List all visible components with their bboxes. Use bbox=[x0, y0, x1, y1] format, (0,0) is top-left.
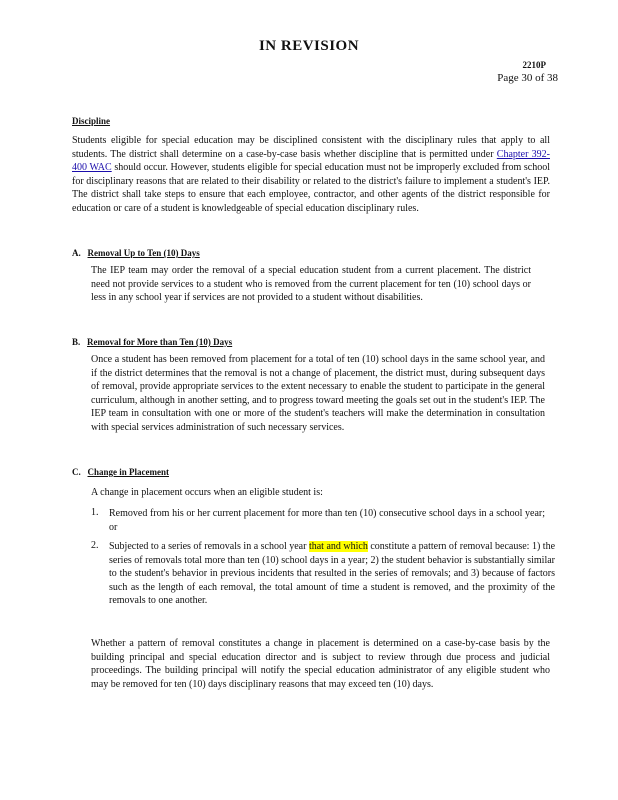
discipline-heading bbox=[72, 116, 110, 126]
list-item-2-text-a: Subjected to a series of removals in a school year bbox=[109, 541, 309, 552]
discipline-heading-text: Discipline bbox=[72, 116, 111, 126]
list-item-2-number: 2. bbox=[91, 540, 99, 551]
section-a-heading bbox=[72, 248, 200, 258]
discipline-paragraph bbox=[72, 134, 550, 216]
document-title: IN REVISION bbox=[258, 38, 360, 54]
section-b-paragraph: Once a student has been removed from placement for a total of ten (10) school days in the same school year, and if the district determines that the removal is not a change of placement, the district must, during subsequent days of removal, provide appropriate services to the extent necessary to enable the student to participate in the general curriculum, although in another setting, and to progress toward meeting the goals set out in the student's IEP. The IEP team in consultation with one or more of the student's teachers will make the determination in consultation with special services administration of such necessary services. bbox=[91, 354, 545, 433]
section-b-letter: B. bbox=[72, 337, 81, 347]
section-b-title: Removal for More than Ten (10) Days bbox=[87, 337, 233, 347]
section-c-closing-paragraph: Whether a pattern of removal constitutes a change in placement is determined on a case-by-case basis by the building principal and special education director and is subject to review through due process and judicial proceedings. The building principal will notify the special education administrator of any eligible student who may be removed for ten (10) days disciplinary reasons that may exceed ten (10) days. bbox=[91, 638, 550, 690]
list-item-2 bbox=[109, 540, 555, 608]
section-c-letter: C. bbox=[72, 467, 81, 477]
wac-link[interactable]: Chapter 392-400 WAC bbox=[72, 148, 550, 174]
section-a-paragraph: The IEP team may order the removal of a special education student from a current placement. The district need not provide services to a student who is removed from the current placement for ten (10) school days or less in any school year if services are not provided to a student without disabilities. bbox=[91, 265, 531, 304]
highlighted-revision-text: that and which bbox=[308, 541, 368, 552]
policy-number: 2210P bbox=[522, 60, 546, 70]
list-item-1-number: 1. bbox=[91, 507, 99, 518]
page-number: Page 30 of 38 bbox=[497, 72, 558, 84]
section-c-intro: A change in placement occurs when an eligible student is: bbox=[91, 487, 323, 498]
section-a-title: Removal Up to Ten (10) Days bbox=[87, 248, 200, 258]
section-c-heading bbox=[72, 467, 169, 477]
list-item-2-text-b: constitute a pattern of removal because: 1) the series of removals total more than ten (10) school days in a year; 2) the student behavior is substantially similar to the student's behavior in previous incidents that resulted in the series of removals; and 3) because of factors such as the length of each removal, the total amount of time a student is removed, and the proximity of the removals to one another. bbox=[109, 541, 556, 607]
section-a-letter: A. bbox=[72, 248, 81, 258]
list-item-1: Removed from his or her current placement for more than ten (10) consecutive school days in a school year; or bbox=[109, 508, 545, 533]
section-b-heading bbox=[72, 337, 232, 347]
discipline-text-1: Students eligible for special education may be disciplined consistent with the disciplinary rules that apply to all students. The district shall determine on a case-by-case basis whether discipline that is permitted under bbox=[72, 135, 550, 160]
section-c-title: Change in Placement bbox=[87, 467, 169, 477]
discipline-text-2: should occur. However, students eligible for special education must not be improperly excluded from school for disciplinary reasons that are related to their disability or related to the district's failure to implement a student's IEP. The district shall take steps to ensure that each employee, contractor, and other agents of the district responsible for education or care of a student is knowledgeable of special education disciplinary rules. bbox=[72, 162, 550, 214]
